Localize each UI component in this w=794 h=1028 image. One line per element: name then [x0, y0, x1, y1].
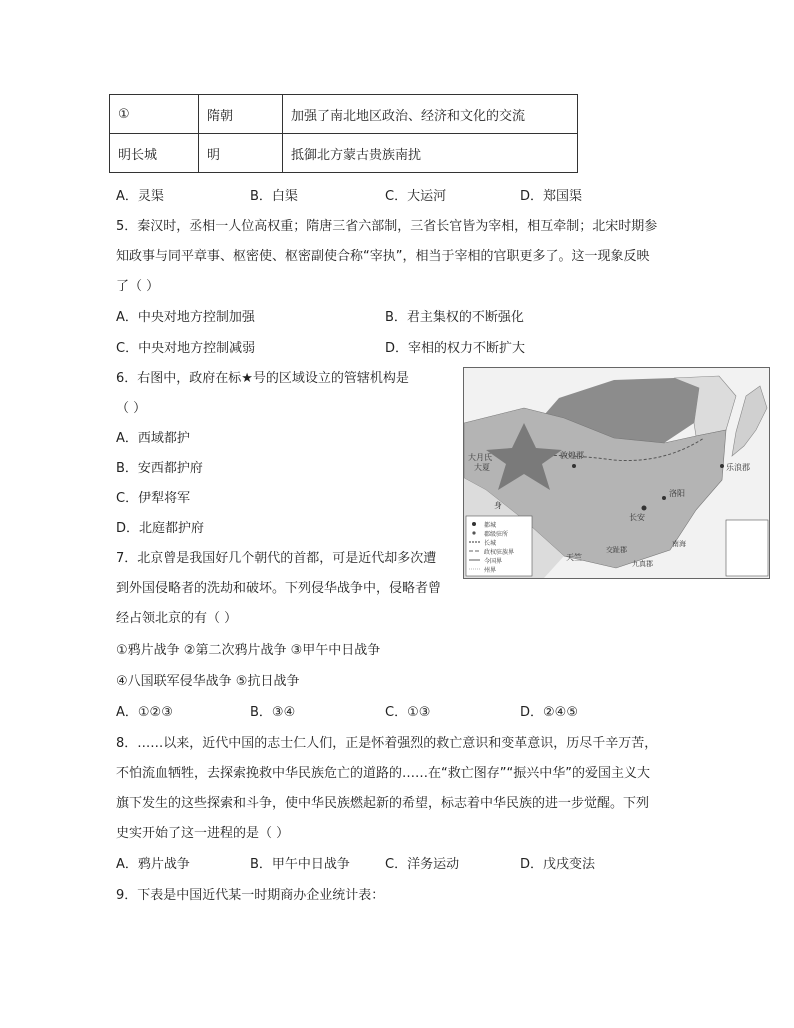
legend-label: 长城 — [484, 540, 497, 547]
map-inset-box — [726, 520, 768, 576]
table-cell: 抵御北方蒙古贵族南扰 — [283, 134, 578, 173]
q8-option-d: D．戊戌变法 — [520, 857, 596, 872]
legend-label: 今国界 — [484, 558, 503, 565]
q7-stem-line1: 7．北京曾是我国好几个朝代的首都，可是近代却多次遭 — [116, 551, 437, 566]
q8-option-a: A．鸦片战争 — [116, 857, 190, 872]
table-cell: 隋朝 — [199, 95, 283, 134]
map-city-luoyang — [662, 496, 666, 500]
q5-stem-line2: 知政事与同平章事、枢密使、枢密副使合称“宰执”，相当于宰相的官职更多了。这一现象反映 — [116, 249, 650, 264]
legend-label: 州界 — [484, 567, 497, 574]
q9-stem: 9．下表是中国近代某一时期商办企业统计表： — [116, 888, 385, 903]
map-label: 交趾郡 — [606, 546, 627, 554]
table-cell: 加强了南北地区政治、经济和文化的交流 — [283, 95, 578, 134]
legend-capital-icon — [472, 522, 476, 526]
table-row — [110, 95, 578, 134]
q7-option-a: A．①②③ — [116, 705, 173, 720]
q8-stem-line2: 不怕流血牺牲，去探索挽救中华民族危亡的道路的……在“救亡图存”“振兴中华”的爱国主义大 — [116, 766, 650, 781]
q8-stem-line3: 旗下发生的这些探索和斗争，使中华民族燃起新的希望，标志着中华民族的进一步觉醒。下列 — [116, 796, 650, 811]
map-label: 长安 — [629, 513, 645, 522]
map-city-dunhuang — [572, 464, 576, 468]
map-label: 大夏 — [474, 463, 490, 472]
table-row — [110, 134, 578, 173]
comparison-table — [109, 94, 578, 173]
legend-label: 政权驻族界 — [484, 549, 515, 556]
q4-option-a: A．灵渠 — [116, 189, 164, 204]
map-label: 天竺 — [566, 553, 582, 562]
q7-option-c: C．①③ — [385, 705, 431, 720]
map-label: 大月氏 — [468, 453, 492, 462]
map-label: 身 — [494, 501, 502, 510]
q8-stem-line4: 史实开始了这一进程的是（ ） — [116, 826, 290, 841]
q4-option-b: B．白渠 — [250, 189, 298, 204]
map-label: 乐浪郡 — [726, 463, 750, 472]
q7-stem-line3: 经占领北京的有（ ） — [116, 611, 238, 626]
map-legend-box — [466, 516, 532, 576]
q7-option-b: B．③④ — [250, 705, 296, 720]
table-cell: 明长城 — [110, 134, 199, 173]
q7-events-line1: ①鸦片战争 ②第二次鸦片战争 ③甲午中日战争 — [116, 643, 381, 658]
han-dynasty-map — [463, 367, 770, 579]
map-city-lelang — [720, 464, 724, 468]
q7-option-d: D．②④⑤ — [520, 705, 578, 720]
q8-stem-line1: 8．……以来，近代中国的志士仁人们，正是怀着强烈的救亡意识和变革意识，历尽千辛万苦， — [116, 736, 658, 751]
table-cell: ① — [110, 95, 199, 134]
q4-option-c: C．大运河 — [385, 189, 447, 204]
legend-label: 都城 — [484, 522, 497, 529]
q8-option-b: B．甲午中日战争 — [250, 857, 350, 872]
map-label: 敦煌郡 — [560, 451, 584, 460]
q5-stem-line3: 了（ ） — [116, 279, 160, 294]
q6-option-b: B．安西都护府 — [116, 461, 203, 476]
map-capital-changan — [642, 506, 647, 511]
q7-events-line2: ④八国联军侵华战争 ⑤抗日战争 — [116, 674, 300, 689]
q6-option-d: D．北庭都护府 — [116, 521, 205, 536]
q5-stem-line1: 5．秦汉时，丞相一人位高权重；隋唐三省六部制，三省长官皆为宰相，相互牵制；北宋时期参 — [116, 219, 658, 234]
legend-prefecture-icon — [472, 531, 475, 534]
table-cell: 明 — [199, 134, 283, 173]
q7-stem-line2: 到外国侵略者的洗劫和破坏。下列侵华战争中，侵略者曾 — [116, 581, 442, 596]
q4-option-d: D．郑国渠 — [520, 189, 583, 204]
map-label: 九真郡 — [632, 560, 653, 568]
q6-option-a: A．西域都护 — [116, 431, 190, 446]
q5-option-b: B．君主集权的不断强化 — [385, 310, 524, 325]
map-label: 洛阳 — [669, 489, 685, 498]
q5-option-d: D．宰相的权力不断扩大 — [385, 341, 526, 356]
q5-option-c: C．中央对地方控制减弱 — [116, 341, 256, 356]
q6-stem-line1: 6．右图中，政府在标★号的区域设立的管辖机构是 — [116, 371, 409, 386]
q6-option-c: C．伊犁将军 — [116, 491, 191, 506]
legend-label: 郡级驻所 — [484, 531, 509, 538]
map-label: 南海 — [672, 540, 686, 548]
q5-option-a: A．中央对地方控制加强 — [116, 310, 255, 325]
q6-stem-line2: （ ） — [116, 401, 147, 416]
q8-option-c: C．洋务运动 — [385, 857, 460, 872]
